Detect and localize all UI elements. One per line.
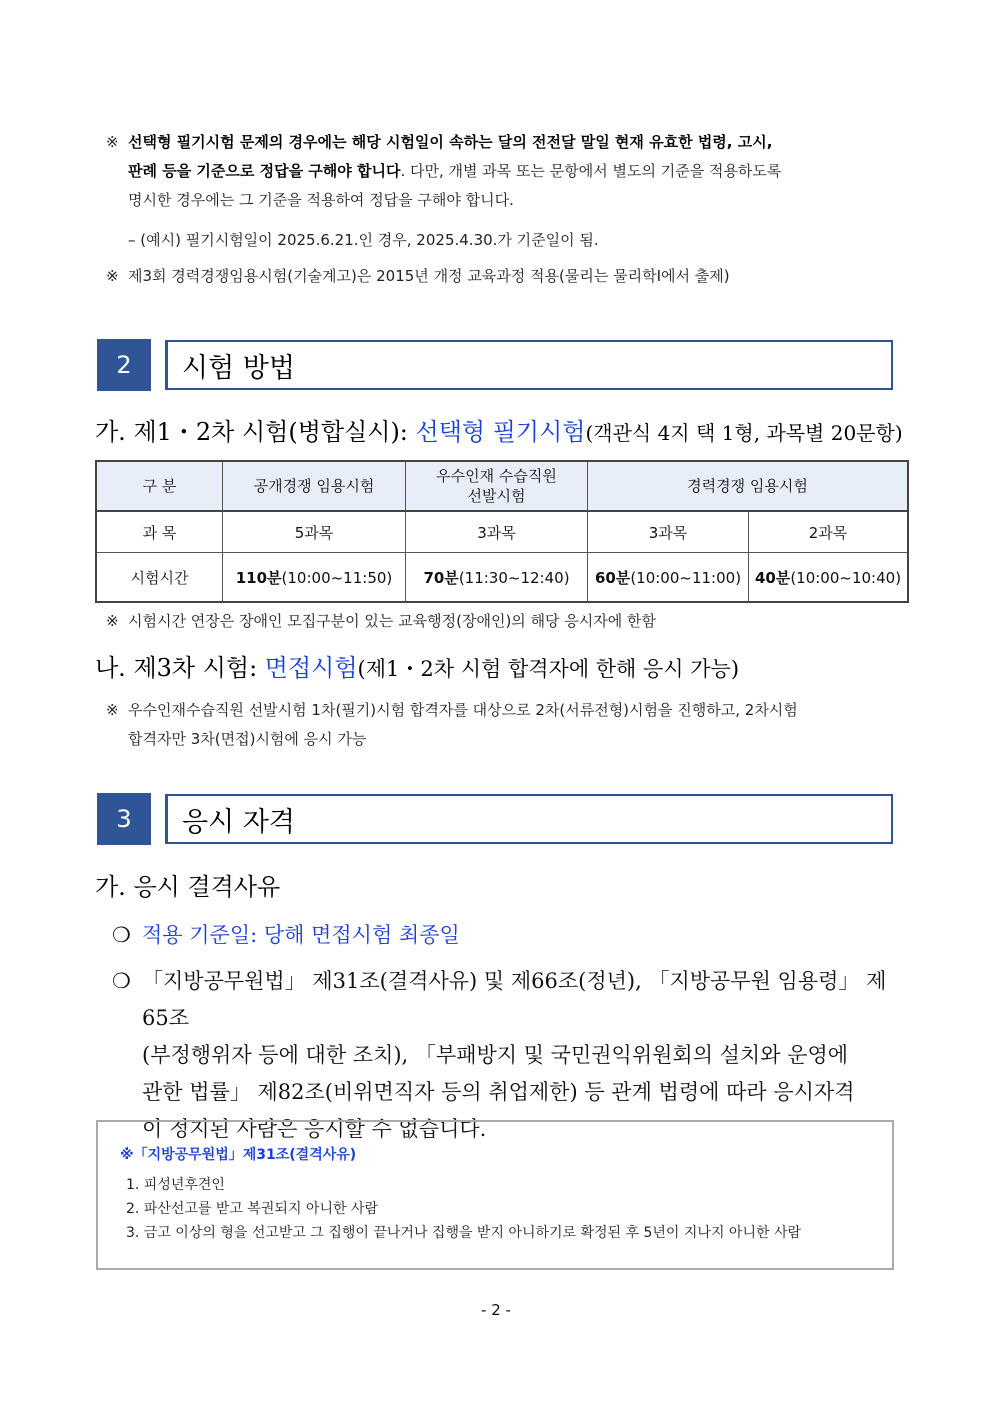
table-header-cell: 경력경쟁 임용시험	[588, 461, 909, 511]
table-header-row	[96, 461, 908, 511]
row-label-time: 시험시간	[96, 553, 223, 603]
note-example: – (예시) 필기시험일이 2025.6.21.인 경우, 2025.4.30.가 기준일이 됨.	[128, 231, 599, 249]
disq-line-2: (부정행위자 등에 대한 조치), 「부패방지 및 국민권익위원회의 설치와 운영에	[142, 1043, 849, 1067]
law-excerpt-box	[96, 1120, 894, 1270]
table-note	[106, 607, 906, 636]
note-mark: ※	[106, 701, 119, 719]
table-cell: 2과목	[749, 511, 909, 553]
law-item: 2. 파산선고를 받고 복권되지 아니한 사람	[126, 1201, 378, 1217]
section-2-sub-a	[95, 417, 903, 448]
sub-b-highlight: 면접시험	[264, 654, 358, 682]
law-item: 3. 금고 이상의 형을 선고받고 그 집행이 끝나거나 집행을 받지 아니하기로 확정된 후 5년이 지나지 아니한 사람	[126, 1225, 801, 1241]
sub-b-note-line-2: 합격자만 3차(면접)시험에 응시 가능	[128, 730, 367, 748]
note-curriculum-text: 제3회 경력경쟁임용시험(기술계고)은 2015년 개정 교육과정 적용(물리는 물리학Ⅰ에서 출제)	[128, 267, 730, 285]
row-label-subjects: 과 목	[96, 511, 223, 553]
section-2-sub-b	[95, 653, 739, 684]
exam-schedule-table	[95, 460, 909, 603]
sub-b-note	[106, 696, 906, 754]
sub-a-highlight: 선택형 필기시험	[415, 418, 586, 446]
note-standard-date	[106, 128, 906, 215]
sub-a-suffix: (객관식 4지 택 1형, 과목별 20문항)	[585, 421, 903, 445]
circle-bullet-icon: ❍	[112, 923, 131, 947]
sub-b-suffix: (제1・2차 시험 합격자에 한해 응시 가능)	[357, 657, 740, 681]
note-mark: ※	[106, 133, 119, 151]
time-range: (11:30~12:40)	[458, 568, 570, 587]
section-2-number: 2	[97, 339, 151, 391]
table-row	[96, 511, 908, 553]
note-mark: ※	[106, 267, 119, 285]
page-number: - 2 -	[481, 1301, 511, 1319]
disq-line-1: 「지방공무원법」 제31조(결격사유) 및 제66조(정년), 「지방공무원 임용령」 제65조	[142, 969, 887, 1030]
circle-item-text: 적용 기준일: 당해 면접시험 최종일	[142, 923, 460, 947]
table-cell	[406, 553, 588, 603]
section-2-title: 시험 방법	[165, 340, 893, 390]
table-row	[96, 553, 908, 603]
circle-item-standard-date	[112, 917, 902, 954]
note-curriculum	[106, 262, 906, 291]
time-strong: 110분	[235, 568, 282, 587]
sub-b-note-line-1: 우수인재수습직원 선발시험 1차(필기)시험 합격자를 대상으로 2차(서류전형)시험을 진행하고, 2차시험	[128, 701, 798, 719]
table-cell	[588, 553, 749, 603]
note-bold-line-2: 판례 등을 기준으로 정답을 구해야 합니다	[128, 162, 401, 180]
table-cell: 3과목	[406, 511, 588, 553]
time-strong: 70분	[423, 568, 459, 587]
table-header-cell: 공개경쟁 임용시험	[223, 461, 406, 511]
table-cell: 3과목	[588, 511, 749, 553]
table-header-cell: 구 분	[96, 461, 223, 511]
circle-bullet-icon: ❍	[112, 969, 131, 993]
section-3-sub-a: 가. 응시 결격사유	[95, 873, 281, 901]
time-range: (10:00~11:00)	[630, 568, 742, 587]
note-rest-line-2: . 다만, 개별 과목 또는 문항에서 별도의 기준을 적용하도록	[400, 162, 782, 180]
table-cell: 5과목	[223, 511, 406, 553]
table-cell	[223, 553, 406, 603]
time-range: (10:00~11:50)	[281, 568, 393, 587]
sub-b-prefix: 나. 제3차 시험:	[95, 654, 265, 682]
time-range: (10:00~10:40)	[790, 568, 902, 587]
table-cell	[749, 553, 909, 603]
section-3-title: 응시 자격	[165, 794, 893, 844]
law-item: 1. 피성년후견인	[126, 1177, 225, 1193]
note-mark: ※	[106, 612, 119, 630]
section-3-number: 3	[97, 793, 151, 845]
law-excerpt-title: ※「지방공무원법」제31조(결격사유)	[120, 1147, 357, 1163]
table-header-cell: 우수인재 수습직원 선발시험	[406, 461, 588, 511]
table-note-text: 시험시간 연장은 장애인 모집구분이 있는 교육행정(장애인)의 해당 응시자에 한함	[128, 612, 657, 630]
note-line-3: 명시한 경우에는 그 기준을 적용하여 정답을 구해야 합니다.	[128, 191, 514, 209]
disq-line-3: 관한 법률」 제82조(비위면직자 등의 취업제한) 등 관계 법령에 따라 응시자격	[142, 1080, 855, 1104]
time-strong: 40분	[754, 568, 791, 587]
time-strong: 60분	[594, 568, 631, 587]
note-bold-line-1: 선택형 필기시험 문제의 경우에는 해당 시험일이 속하는 달의 전전달 말일 현재 유효한 법령, 고시,	[128, 133, 773, 151]
disq-line-4: 이 정지된 사람은 응시할 수 없습니다.	[142, 1117, 487, 1141]
sub-a-prefix: 가. 제1・2차 시험(병합실시):	[95, 418, 416, 446]
